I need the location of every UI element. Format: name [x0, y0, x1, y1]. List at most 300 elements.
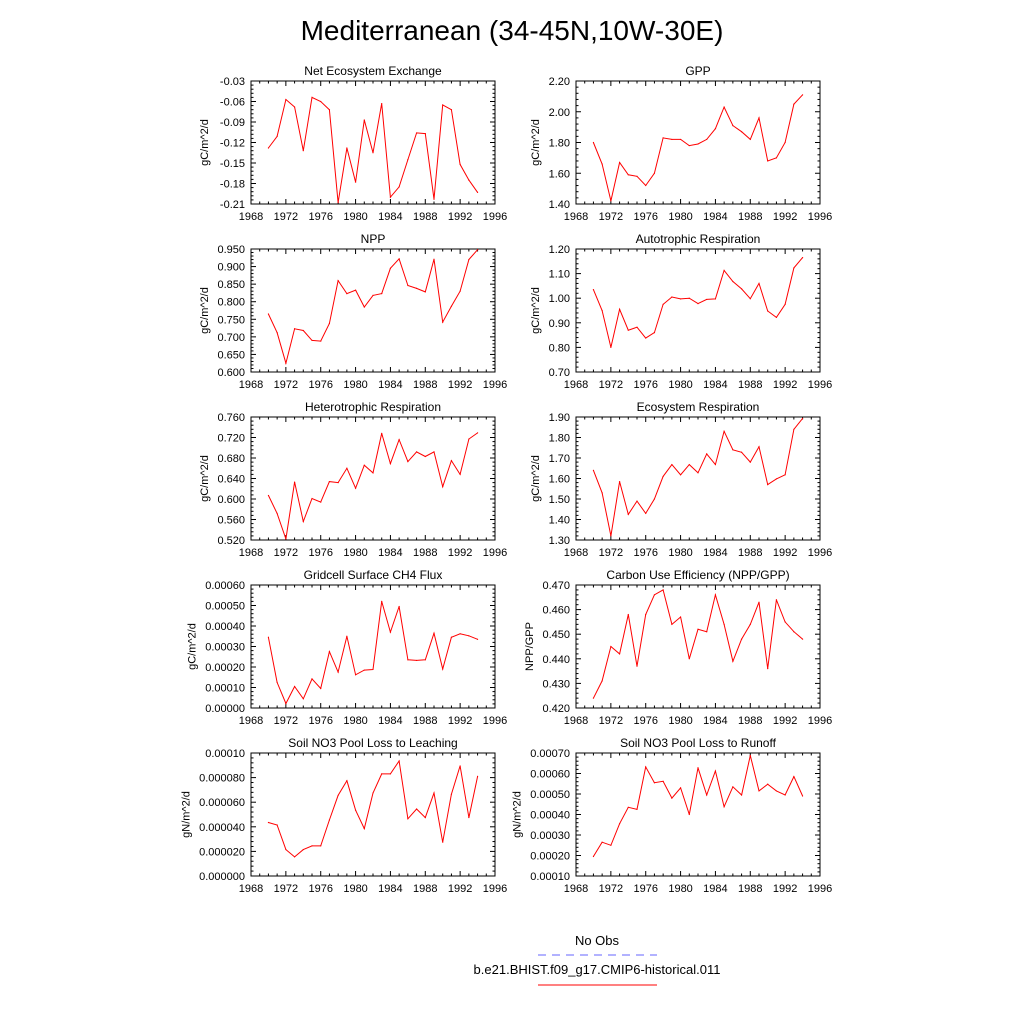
- data-point: [758, 446, 759, 447]
- x-tick-label: 1980: [668, 715, 693, 727]
- series-line: [593, 258, 802, 348]
- data-point: [425, 817, 426, 818]
- x-tick-label: 1984: [703, 547, 728, 559]
- data-point: [346, 293, 347, 294]
- x-tick-label: 1996: [482, 715, 508, 727]
- legend-no-obs-label: No Obs: [574, 933, 620, 948]
- x-tick-label: 1984: [703, 211, 728, 223]
- data-point: [303, 330, 304, 331]
- data-point: [697, 629, 698, 630]
- x-tick-label: 1988: [738, 547, 763, 559]
- y-tick-label: 0.00070: [530, 748, 570, 760]
- data-point: [785, 621, 786, 622]
- data-point: [442, 104, 443, 105]
- panel-4: [530, 232, 832, 391]
- data-point: [311, 845, 312, 846]
- data-point: [628, 514, 629, 515]
- y-tick-label: 0.000040: [199, 821, 245, 834]
- data-point: [433, 792, 434, 793]
- data-point: [645, 766, 646, 767]
- data-point: [442, 842, 443, 843]
- data-point: [697, 303, 698, 304]
- legend: [474, 933, 721, 985]
- data-point: [311, 498, 312, 499]
- data-point: [285, 99, 286, 100]
- y-tick-label: 1.70: [548, 453, 570, 465]
- x-tick-label: 1996: [807, 715, 833, 727]
- data-point: [277, 136, 278, 137]
- data-point: [767, 668, 768, 669]
- data-point: [468, 635, 469, 636]
- x-tick-label: 1980: [668, 547, 693, 559]
- y-tick-label: 0.00040: [530, 809, 570, 822]
- x-tick-label: 1992: [447, 883, 473, 895]
- x-tick-label: 1980: [668, 211, 693, 223]
- data-point: [706, 299, 707, 300]
- x-tick-label: 1980: [343, 211, 368, 223]
- data-point: [311, 340, 312, 341]
- data-point: [776, 157, 777, 158]
- data-point: [628, 174, 629, 175]
- y-tick-label: 0.680: [217, 453, 245, 465]
- x-tick-label: 1972: [273, 211, 299, 223]
- data-point: [645, 513, 646, 514]
- y-tick-label: 0.640: [217, 473, 245, 486]
- data-point: [407, 159, 408, 160]
- data-point: [741, 131, 742, 132]
- panel-title: GPP: [685, 64, 711, 78]
- data-point: [750, 298, 751, 299]
- data-point: [802, 639, 803, 640]
- data-point: [750, 462, 751, 463]
- series-line: [593, 756, 802, 857]
- data-point: [619, 481, 620, 482]
- data-point: [277, 513, 278, 514]
- data-point: [372, 295, 373, 296]
- data-point: [776, 599, 777, 600]
- data-point: [468, 259, 469, 260]
- data-point: [277, 682, 278, 683]
- x-tick-label: 1972: [273, 379, 299, 391]
- data-point: [758, 117, 759, 118]
- data-point: [628, 330, 629, 331]
- x-tick-label: 1968: [563, 547, 589, 559]
- data-point: [663, 781, 664, 782]
- data-point: [399, 760, 400, 761]
- data-point: [320, 501, 321, 502]
- data-point: [460, 765, 461, 766]
- data-point: [320, 340, 321, 341]
- panel-title: Carbon Use Efficiency (NPP/GPP): [606, 568, 790, 582]
- y-axis-label: gC/m^2/d: [530, 119, 543, 166]
- data-point: [593, 698, 594, 699]
- x-tick-label: 1980: [343, 883, 368, 895]
- data-point: [442, 668, 443, 669]
- data-point: [715, 128, 716, 129]
- x-tick-label: 1996: [807, 379, 833, 391]
- y-tick-label: 0.800: [217, 296, 245, 309]
- y-tick-label: 0.00000: [205, 703, 245, 715]
- y-tick-label: 0.470: [542, 580, 570, 592]
- data-point: [433, 199, 434, 200]
- data-point: [610, 200, 611, 201]
- data-point: [303, 698, 304, 699]
- panel-title: Ecosystem Respiration: [636, 400, 760, 414]
- panel-grid: [180, 64, 832, 895]
- data-point: [706, 139, 707, 140]
- x-tick-label: 1988: [738, 883, 763, 895]
- x-tick-label: 1988: [413, 883, 438, 895]
- data-point: [433, 451, 434, 452]
- data-point: [433, 633, 434, 634]
- panel-9: [180, 736, 507, 895]
- data-point: [793, 631, 794, 632]
- panel-6: [530, 400, 832, 559]
- data-point: [416, 288, 417, 289]
- series-line: [268, 601, 477, 703]
- data-point: [320, 845, 321, 846]
- x-tick-label: 1992: [447, 379, 473, 391]
- x-tick-label: 1996: [482, 547, 508, 559]
- data-point: [329, 651, 330, 652]
- x-tick-label: 1992: [772, 547, 798, 559]
- data-point: [477, 776, 478, 777]
- x-tick-label: 1968: [238, 883, 264, 895]
- y-tick-label: 0.700: [217, 331, 245, 344]
- data-point: [303, 150, 304, 151]
- legend-model-label: b.e21.BHIST.f09_g17.CMIP6-historical.011: [473, 962, 721, 977]
- panel-2: [530, 64, 832, 223]
- data-point: [706, 794, 707, 795]
- data-point: [610, 347, 611, 348]
- data-point: [460, 164, 461, 165]
- data-point: [602, 492, 603, 493]
- data-point: [460, 474, 461, 475]
- data-point: [477, 192, 478, 193]
- x-tick-label: 1988: [738, 715, 763, 727]
- data-point: [416, 132, 417, 133]
- plot-frame: [251, 585, 495, 708]
- y-axis-label: NPP/GPP: [524, 622, 536, 671]
- data-point: [451, 794, 452, 795]
- data-point: [663, 304, 664, 305]
- data-point: [338, 795, 339, 796]
- data-point: [425, 291, 426, 292]
- data-point: [793, 267, 794, 268]
- data-point: [776, 790, 777, 791]
- x-tick-label: 1992: [447, 547, 473, 559]
- data-point: [654, 498, 655, 499]
- x-tick-label: 1988: [413, 211, 438, 223]
- data-point: [311, 97, 312, 98]
- plot-frame: [251, 417, 495, 540]
- data-point: [697, 143, 698, 144]
- data-point: [390, 773, 391, 774]
- x-tick-label: 1972: [273, 547, 299, 559]
- panel-3: [199, 232, 507, 391]
- y-tick-label: 0.00060: [205, 580, 245, 592]
- x-tick-label: 1976: [308, 379, 333, 391]
- data-point: [619, 309, 620, 310]
- data-point: [285, 538, 286, 539]
- data-point: [364, 119, 365, 120]
- data-point: [671, 139, 672, 140]
- data-point: [468, 438, 469, 439]
- data-point: [785, 794, 786, 795]
- y-tick-label: 0.600: [217, 367, 245, 379]
- data-point: [294, 481, 295, 482]
- data-point: [407, 461, 408, 462]
- x-tick-label: 1992: [447, 715, 473, 727]
- y-tick-label: 0.000020: [199, 846, 245, 859]
- data-point: [802, 94, 803, 95]
- x-tick-label: 1976: [633, 547, 658, 559]
- data-point: [767, 484, 768, 485]
- data-point: [619, 823, 620, 824]
- data-point: [268, 147, 269, 148]
- x-tick-label: 1968: [563, 379, 589, 391]
- y-tick-label: 0.00050: [530, 789, 570, 801]
- data-point: [285, 849, 286, 850]
- y-tick-label: 1.10: [548, 268, 570, 281]
- data-point: [268, 495, 269, 496]
- data-point: [776, 317, 777, 318]
- data-point: [776, 478, 777, 479]
- x-tick-label: 1976: [308, 547, 333, 559]
- x-tick-label: 1968: [563, 715, 589, 727]
- data-point: [654, 173, 655, 174]
- y-tick-label: -0.06: [219, 96, 245, 109]
- x-tick-label: 1996: [807, 883, 833, 895]
- panel-8: [524, 568, 832, 727]
- data-point: [689, 298, 690, 299]
- data-point: [346, 636, 347, 637]
- series-line: [268, 433, 477, 539]
- data-point: [381, 433, 382, 434]
- x-tick-label: 1972: [598, 379, 624, 391]
- data-point: [610, 646, 611, 647]
- data-point: [636, 176, 637, 177]
- data-point: [645, 185, 646, 186]
- y-tick-label: 0.00010: [530, 871, 570, 883]
- data-point: [442, 321, 443, 322]
- data-point: [477, 249, 478, 250]
- data-point: [364, 669, 365, 670]
- data-point: [628, 614, 629, 615]
- x-tick-label: 1992: [447, 211, 473, 223]
- data-point: [425, 456, 426, 457]
- plot-frame: [576, 585, 820, 708]
- panel-7: [187, 568, 508, 727]
- panel-1: [199, 64, 507, 223]
- data-point: [381, 773, 382, 774]
- panel-10: [512, 736, 833, 895]
- data-point: [697, 472, 698, 473]
- x-tick-label: 1976: [633, 211, 658, 223]
- y-tick-label: 0.460: [542, 604, 570, 617]
- y-axis-label: gC/m^2/d: [530, 455, 543, 502]
- data-point: [303, 849, 304, 850]
- data-point: [329, 819, 330, 820]
- data-point: [416, 451, 417, 452]
- y-tick-label: 0.760: [217, 412, 245, 424]
- data-point: [477, 639, 478, 640]
- y-tick-label: 0.850: [217, 279, 245, 292]
- x-tick-label: 1980: [343, 547, 368, 559]
- data-point: [767, 784, 768, 785]
- series-line: [268, 250, 477, 364]
- data-point: [311, 678, 312, 679]
- x-tick-label: 1976: [633, 379, 658, 391]
- data-point: [767, 160, 768, 161]
- data-point: [294, 328, 295, 329]
- data-point: [372, 669, 373, 670]
- data-point: [593, 856, 594, 857]
- data-point: [320, 688, 321, 689]
- data-point: [758, 283, 759, 284]
- x-tick-label: 1968: [238, 379, 264, 391]
- x-tick-label: 1972: [598, 715, 624, 727]
- series-line: [268, 97, 477, 202]
- data-point: [732, 281, 733, 282]
- data-point: [460, 633, 461, 634]
- data-point: [724, 270, 725, 271]
- y-tick-label: 0.560: [217, 514, 245, 527]
- series-line: [593, 418, 802, 536]
- panel-title: Soil NO3 Pool Loss to Leaching: [288, 736, 458, 750]
- data-point: [451, 460, 452, 461]
- data-point: [732, 449, 733, 450]
- data-point: [671, 464, 672, 465]
- x-tick-label: 1984: [378, 379, 403, 391]
- data-point: [610, 535, 611, 536]
- x-tick-label: 1996: [482, 379, 508, 391]
- x-tick-label: 1988: [413, 379, 438, 391]
- data-point: [425, 133, 426, 134]
- y-tick-label: 0.720: [217, 432, 245, 445]
- y-tick-label: 0.00010: [205, 682, 245, 695]
- x-tick-label: 1988: [413, 547, 438, 559]
- data-point: [329, 323, 330, 324]
- x-tick-label: 1984: [703, 715, 728, 727]
- data-point: [680, 139, 681, 140]
- data-point: [329, 109, 330, 110]
- data-point: [381, 293, 382, 294]
- y-tick-label: -0.12: [219, 137, 245, 150]
- data-point: [741, 288, 742, 289]
- data-point: [732, 125, 733, 126]
- data-point: [689, 658, 690, 659]
- data-point: [785, 304, 786, 305]
- data-point: [715, 594, 716, 595]
- data-point: [654, 782, 655, 783]
- y-tick-label: 1.80: [548, 137, 570, 150]
- data-point: [442, 486, 443, 487]
- y-tick-label: 1.30: [548, 535, 570, 547]
- series-line: [268, 761, 477, 857]
- data-point: [671, 624, 672, 625]
- y-tick-label: 0.900: [217, 261, 245, 274]
- data-point: [338, 672, 339, 673]
- data-point: [303, 521, 304, 522]
- data-point: [680, 474, 681, 475]
- data-point: [593, 289, 594, 290]
- y-tick-label: 0.00020: [530, 850, 570, 863]
- data-point: [724, 107, 725, 108]
- data-point: [399, 186, 400, 187]
- data-point: [715, 464, 716, 465]
- y-tick-label: 0.70: [548, 367, 570, 379]
- y-tick-label: 1.00: [548, 293, 570, 306]
- data-point: [732, 661, 733, 662]
- data-point: [602, 163, 603, 164]
- y-tick-label: 0.00030: [530, 830, 570, 842]
- data-point: [268, 637, 269, 638]
- y-axis-label: gC/m^2/d: [199, 287, 211, 334]
- data-point: [277, 332, 278, 333]
- data-point: [372, 152, 373, 153]
- data-point: [697, 767, 698, 768]
- data-point: [355, 674, 356, 675]
- data-point: [689, 145, 690, 146]
- series-line: [593, 95, 802, 201]
- data-point: [468, 817, 469, 818]
- y-tick-label: 0.420: [542, 703, 570, 715]
- y-tick-label: 0.950: [217, 244, 245, 256]
- data-point: [793, 776, 794, 777]
- x-tick-label: 1968: [238, 547, 264, 559]
- y-tick-label: 0.00060: [530, 768, 570, 781]
- y-tick-label: 0.650: [217, 349, 245, 362]
- x-tick-label: 1984: [378, 715, 403, 727]
- data-point: [407, 659, 408, 660]
- y-tick-label: 0.000060: [199, 797, 245, 810]
- x-tick-label: 1988: [413, 715, 438, 727]
- data-point: [399, 258, 400, 259]
- x-tick-label: 1996: [807, 211, 833, 223]
- x-tick-label: 1972: [273, 715, 299, 727]
- x-tick-label: 1992: [772, 715, 798, 727]
- data-point: [355, 182, 356, 183]
- data-point: [381, 103, 382, 104]
- y-tick-label: 1.40: [548, 199, 570, 211]
- data-point: [346, 780, 347, 781]
- x-tick-label: 1972: [598, 547, 624, 559]
- y-tick-label: 0.90: [548, 317, 570, 330]
- y-tick-label: 0.00020: [205, 662, 245, 674]
- data-point: [338, 280, 339, 281]
- data-point: [636, 809, 637, 810]
- data-point: [329, 481, 330, 482]
- x-tick-label: 1988: [738, 379, 763, 391]
- x-tick-label: 1972: [273, 883, 299, 895]
- x-tick-label: 1984: [378, 211, 403, 223]
- data-point: [767, 310, 768, 311]
- x-tick-label: 1968: [563, 883, 589, 895]
- x-tick-label: 1984: [703, 379, 728, 391]
- data-point: [451, 306, 452, 307]
- panel-title: Soil NO3 Pool Loss to Runoff: [620, 736, 776, 750]
- data-point: [802, 795, 803, 796]
- data-point: [802, 257, 803, 258]
- x-tick-label: 1968: [563, 211, 589, 223]
- x-tick-label: 1996: [807, 547, 833, 559]
- plot-frame: [576, 249, 820, 372]
- y-tick-label: 0.00040: [205, 621, 245, 633]
- x-tick-label: 1980: [343, 379, 368, 391]
- x-tick-label: 1976: [308, 715, 333, 727]
- data-point: [399, 606, 400, 607]
